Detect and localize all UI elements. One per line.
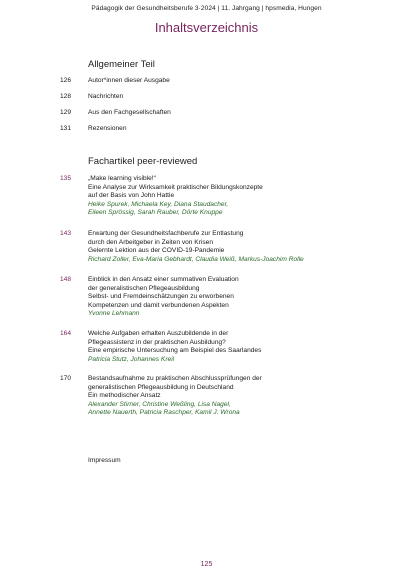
entry-title-line: der generalistischen Pflegeausbildung: [88, 284, 200, 292]
page-number: 164: [60, 330, 72, 337]
entry-title-line: Selbst- und Fremdeinschätzungen zu erworbenen: [88, 293, 234, 301]
entry-authors: Yvonne Lehmann: [88, 310, 140, 318]
entry-authors: Patricia Stutz, Johannes Kreil: [88, 355, 175, 363]
entry-title-line: Eine Analyse zur Wirksamkeit praktischer Bildungskonzepte: [88, 183, 263, 191]
entry-title-line: generalistischen Pflegeausbildung in Deutschland: [88, 383, 234, 391]
entry-authors: Heike Spurek, Michaela Key, Diana Staudacher,: [88, 200, 229, 208]
section-heading-peer-reviewed: Fachartikel peer-reviewed: [88, 156, 198, 167]
entry-title: Aus den Fachgesellschaften: [88, 109, 171, 116]
entry-title-line: Bestandsaufnahme zu praktischen Abschlussprüfungen der: [88, 375, 262, 382]
page-folio: 125: [200, 561, 213, 568]
entry-title-line: Ein methodischer Ansatz: [88, 392, 161, 400]
entry-title: Autor*innen dieser Ausgabe: [88, 77, 170, 84]
entry-authors: Richard Zoller, Eva-Maria Gebhardt, Claudia Weiß, Markus-Joachim Rolle: [88, 255, 304, 263]
page-number: 131: [60, 125, 72, 132]
entry-title-line: Kompetenzen und damit verbundenen Aspekten: [88, 301, 229, 309]
entry-title: Nachrichten: [88, 93, 124, 100]
entry-title-line: „Make learning visible!“: [88, 175, 156, 182]
entry-title-line: auf der Basis von John Hattie: [88, 192, 175, 200]
page-number: 128: [60, 93, 72, 100]
entry-authors: Annette Nauerth, Patricia Raschper, Kamil J. Wrona: [88, 409, 240, 417]
entry-title-line: Pflegeassistenz in der praktischen Ausbildung?: [88, 338, 226, 346]
entry-authors: Eileen Sprössig, Sarah Rauber, Dörte Knuppe: [88, 209, 223, 217]
entry-title-line: Einblick in den Ansatz einer summativen Evaluation: [88, 276, 239, 283]
section-heading-general: Allgemeiner Teil: [88, 59, 155, 70]
entry-title-line: Erwartung der Gesundheitsfachberufe zur Entlastung: [88, 230, 244, 237]
page-number: 135: [60, 175, 72, 182]
entry-authors: Alexander Stirner, Christine Weßling, Lisa Nagel,: [88, 400, 231, 408]
page-number: 129: [60, 109, 72, 116]
page-number: 143: [60, 230, 72, 237]
page-number: 126: [60, 77, 72, 84]
page-title: Inhaltsverzeichnis: [154, 20, 259, 35]
entry-title-line: durch den Arbeitgeber in Zeiten von Krisen: [88, 238, 213, 246]
entry-title: Rezensionen: [88, 125, 127, 132]
impressum-link[interactable]: Impressum: [88, 457, 121, 464]
page-number: 148: [60, 276, 72, 283]
page-number: 170: [60, 375, 72, 382]
entry-title-line: Gelernte Lektion aus der COVID-19-Pandemie: [88, 247, 225, 255]
entry-title-line: Eine empirische Untersuchung am Beispiel des Saarlandes: [88, 347, 262, 355]
running-head: Pädagogik der Gesundheitsberufe 3·2024 | 11. Jahrgang | hpsmedia, Hungen: [91, 5, 322, 12]
entry-title-line: Welche Aufgaben erhalten Auszubildende in der: [88, 330, 229, 337]
